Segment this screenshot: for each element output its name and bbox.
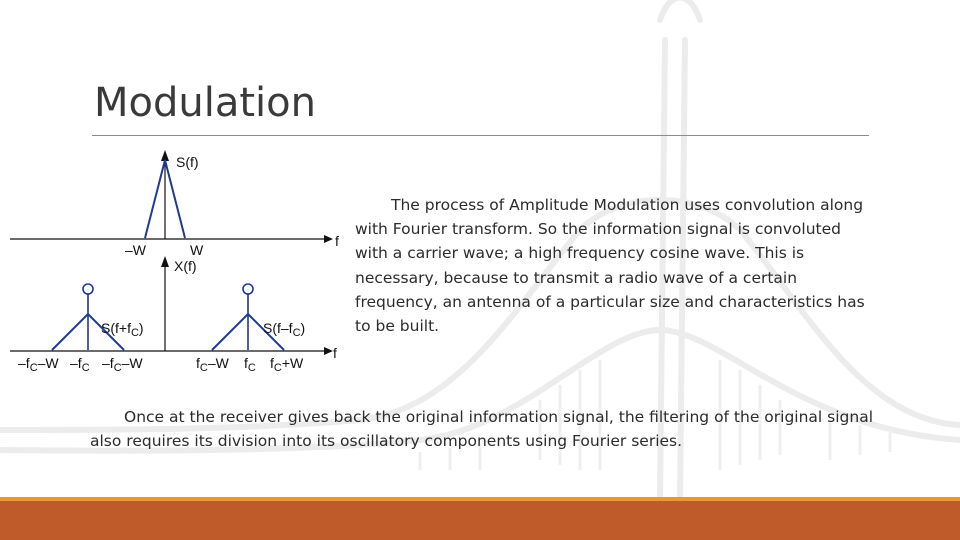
baseband-spectrum-plot	[10, 150, 339, 258]
tick-label: $-f_C$	[70, 355, 90, 374]
title-divider	[92, 135, 869, 136]
left-spectrum-label: $S(f+f_C)$	[101, 320, 144, 339]
tick-label: $f_C+W$	[270, 355, 304, 374]
left-spectrum-label-sub: C	[130, 327, 139, 339]
modulated-spectrum-plot	[10, 256, 337, 374]
bottom-y-axis-arrow	[161, 256, 169, 267]
body-paragraph-1: The process of Amplitude Modulation uses convolution along with Fourier transform. So the information signal is convoluted with a carrier wave; a high frequency cosine wave. This is necessary, because to transmit a radio wave of a certain frequency, an antenna of a particular size and characteristics has to be built.	[355, 196, 865, 336]
right-impulse-circle	[243, 284, 253, 294]
top-y-axis-arrow	[161, 150, 169, 161]
slide-title: Modulation	[94, 80, 316, 126]
tick-label: $f_C-W$	[196, 355, 229, 374]
bottom-axis-label: X(f)	[174, 258, 197, 274]
top-f-axis-arrow	[324, 235, 333, 243]
top-f-label: f	[335, 233, 339, 249]
body-paragraph-2: Once at the receiver gives back the original information signal, the filtering of the original signal also requires its division into its oscillatory components using Fourier series.	[90, 408, 874, 451]
right-spectrum-label-sub: C	[292, 327, 301, 339]
footer-accent-line	[0, 497, 960, 501]
right-spectrum-label: $S(f-f_C)$	[263, 320, 306, 339]
tick-label: $f_C$	[244, 355, 256, 374]
right-spectrum-label-main: S(f–f	[263, 320, 293, 336]
footer-accent-bar	[0, 498, 960, 540]
top-neg-w-label: –W	[125, 242, 146, 258]
tick-label: $-f_C-W$	[18, 355, 59, 374]
left-spectrum-label-main: S(f+f	[101, 320, 131, 336]
bottom-tick-labels	[18, 355, 304, 374]
top-axis-label: S(f)	[176, 154, 199, 170]
bottom-f-label: f	[333, 345, 337, 361]
bottom-f-axis-arrow	[324, 347, 333, 355]
tick-label: $-f_C-W$	[102, 355, 143, 374]
left-impulse-circle	[83, 284, 93, 294]
spectrum-diagram	[0, 140, 350, 380]
top-pos-w-label: W	[190, 242, 204, 258]
